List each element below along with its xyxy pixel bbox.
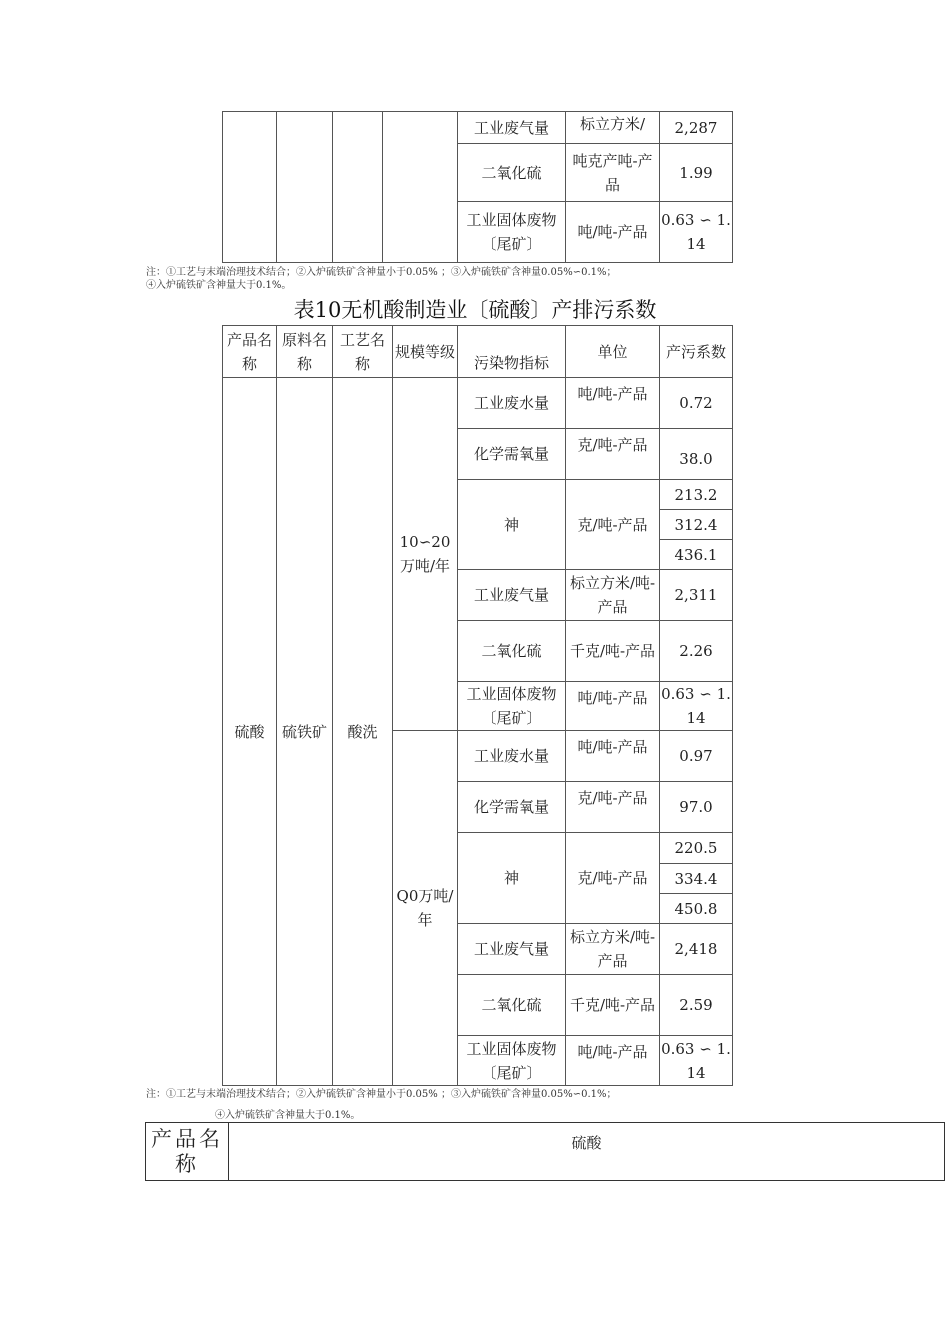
unit-cell: 吨/吨-产品 — [566, 682, 660, 731]
value-cell: 0.72 — [660, 378, 733, 429]
table-title: 表10无机酸制造业〔硫酸〕产排污系数 — [293, 298, 657, 322]
emission-coefficient-table — [222, 325, 733, 1086]
unit-cell: 吨/吨-产品 — [566, 202, 660, 263]
pollutant-cell: 神 — [458, 480, 566, 570]
unit-cell: 千克/吨-产品 — [566, 975, 660, 1036]
value-cell: 0.63 ∽ 1.14 — [660, 682, 733, 731]
value-cell: 2,418 — [660, 924, 733, 975]
scale-cell: Q0万吨/年 — [393, 731, 458, 1086]
header-row — [223, 326, 733, 378]
pollutant-cell: 化学需氧量 — [458, 782, 566, 833]
product-name-value: 硫酸 — [229, 1123, 945, 1181]
header-unit: 单位 — [566, 326, 660, 378]
pollutant-cell: 二氧化硫 — [458, 144, 566, 202]
unit-cell: 吨克产吨-产品 — [566, 144, 660, 202]
next-table-header — [145, 1122, 945, 1181]
table-row — [223, 112, 733, 144]
unit-cell: 克/吨-产品 — [566, 429, 660, 480]
value-cell: 38.0 — [660, 429, 733, 480]
unit-cell: 标立方米/ — [566, 112, 660, 144]
scale-cell: 10∽20万吨/年 — [393, 378, 458, 731]
unit-cell: 克/吨-产品 — [566, 480, 660, 570]
footnote-line: 注：①工艺与末端治理技术结合；②入炉硫铁矿含神量小于0.05% ；③入炉硫铁矿含神量0.05%∽0.1%； — [146, 267, 617, 278]
empty-cell — [333, 112, 383, 263]
product-cell: 硫酸 — [223, 378, 277, 1086]
unit-cell: 克/吨-产品 — [566, 833, 660, 924]
value-cell: 213.2 — [660, 480, 733, 510]
pollutant-cell: 工业废水量 — [458, 378, 566, 429]
header-scale-level: 规模等级 — [393, 326, 458, 378]
header-pollutant-indicator: 污染物指标 — [458, 326, 566, 378]
header-process-name: 工艺名称 — [333, 326, 393, 378]
value-cell: 312.4 — [660, 510, 733, 540]
unit-cell: 吨/吨-产品 — [566, 731, 660, 782]
unit-cell: 千克/吨-产品 — [566, 621, 660, 682]
table-row — [146, 1123, 945, 1181]
value-cell: 450.8 — [660, 894, 733, 924]
value-cell: 1.99 — [660, 144, 733, 202]
footnote-line: ④入炉硫铁矿含神量大于0.1%。 — [215, 1110, 361, 1121]
pollutant-cell: 工业固体废物〔尾矿〕 — [458, 682, 566, 731]
pollutant-cell: 工业废水量 — [458, 731, 566, 782]
pollutant-cell: 神 — [458, 833, 566, 924]
value-cell: 2,311 — [660, 570, 733, 621]
header-coefficient: 产污系数 — [660, 326, 733, 378]
product-name-label: 产品名称 — [146, 1123, 229, 1181]
unit-cell: 标立方米/吨-产品 — [566, 570, 660, 621]
value-cell: 436.1 — [660, 540, 733, 570]
empty-cell — [277, 112, 333, 263]
value-cell: 2,287 — [660, 112, 733, 144]
header-material-name: 原料名称 — [277, 326, 333, 378]
value-cell: 2.26 — [660, 621, 733, 682]
pollutant-cell: 工业固体废物〔尾矿〕 — [458, 202, 566, 263]
value-cell: 97.0 — [660, 782, 733, 833]
pollutant-cell: 二氧化硫 — [458, 621, 566, 682]
unit-cell: 吨/吨-产品 — [566, 378, 660, 429]
table-row — [223, 378, 733, 429]
material-cell: 硫铁矿 — [277, 378, 333, 1086]
pollutant-cell: 工业废气量 — [458, 924, 566, 975]
footnote-line: 注：①工艺与末端治理技术结合；②入炉硫铁矿含神量小于0.05% ；③入炉硫铁矿含神量0.05%∽0.1%； — [146, 1089, 617, 1100]
value-cell: 0.63 ∽ 1.14 — [660, 1036, 733, 1086]
value-cell: 334.4 — [660, 864, 733, 894]
footnote-line: ④入炉硫铁矿含神量大于0.1%。 — [146, 280, 292, 291]
header-product-name: 产品名称 — [223, 326, 277, 378]
pollutant-cell: 化学需氧量 — [458, 429, 566, 480]
pollutant-cell: 工业废气量 — [458, 570, 566, 621]
process-cell: 酸洗 — [333, 378, 393, 1086]
pollutant-cell: 工业固体废物〔尾矿〕 — [458, 1036, 566, 1086]
value-cell: 2.59 — [660, 975, 733, 1036]
unit-cell: 标立方米/吨-产品 — [566, 924, 660, 975]
value-cell: 0.63 ∽ 1.14 — [660, 202, 733, 263]
empty-cell — [383, 112, 458, 263]
empty-cell — [223, 112, 277, 263]
unit-cell: 克/吨-产品 — [566, 782, 660, 833]
value-cell: 0.97 — [660, 731, 733, 782]
value-cell: 220.5 — [660, 833, 733, 864]
pollutant-cell: 二氧化硫 — [458, 975, 566, 1036]
continued-table — [222, 111, 733, 263]
pollutant-cell: 工业废气量 — [458, 112, 566, 144]
unit-cell: 吨/吨-产品 — [566, 1036, 660, 1086]
